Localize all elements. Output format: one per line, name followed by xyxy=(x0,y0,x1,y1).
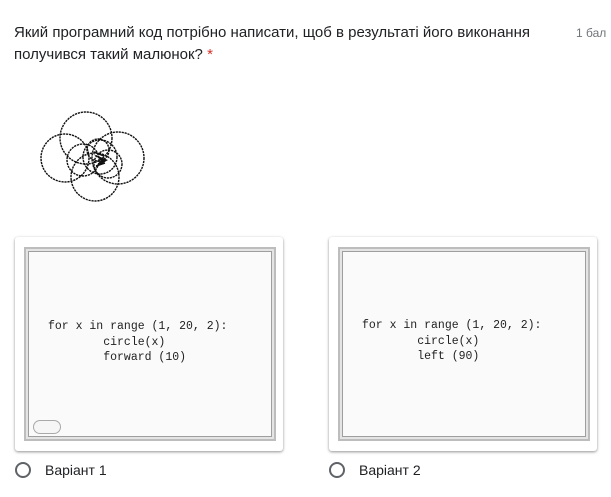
option-card-1[interactable] xyxy=(15,237,283,451)
code-image-2 xyxy=(338,247,590,441)
code-snippet-1: for x in range (1, 20, 2): circle(x) forward (10) xyxy=(48,320,228,364)
points-label: 1 бал xyxy=(576,26,607,40)
option-2-label: Варіант 2 xyxy=(359,462,421,478)
required-asterisk: * xyxy=(207,46,213,63)
option-card-2[interactable] xyxy=(329,237,597,451)
option-2[interactable] xyxy=(329,459,421,481)
question-image xyxy=(38,102,148,206)
turtle-circles-drawing-icon xyxy=(38,102,148,206)
code-snippet-2: for x in range (1, 20, 2): circle(x) left (90) xyxy=(362,319,542,363)
option-1-label: Варіант 1 xyxy=(45,462,107,478)
radio-option-1[interactable] xyxy=(15,462,31,478)
option-1[interactable] xyxy=(15,459,107,481)
image-overlay-pill xyxy=(33,420,61,434)
question-title xyxy=(14,22,534,66)
radio-option-2[interactable] xyxy=(329,462,345,478)
question-text: Який програмний код потрібно написати, щоб в результаті його виконання получився такий малюнок? xyxy=(14,24,530,63)
code-image-1 xyxy=(24,247,276,441)
